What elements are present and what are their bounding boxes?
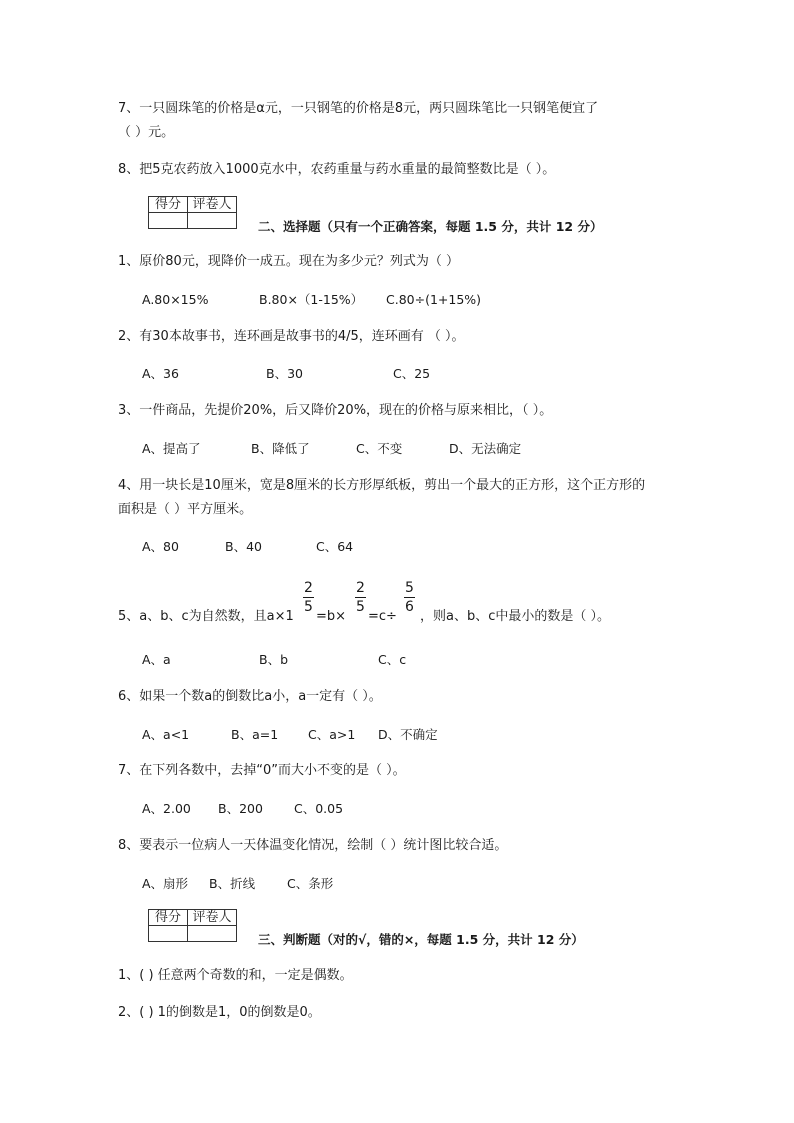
q6-option-b[interactable]: B、a=1 xyxy=(231,727,279,742)
q7-option-b[interactable]: B、200 xyxy=(218,801,263,816)
section-3-heading: 三、判断题（对的√，错的×，每题 1.5 分，共计 12 分） xyxy=(258,932,584,947)
fraction-bar xyxy=(303,597,314,598)
q1-option-c[interactable]: C.80÷(1+15%) xyxy=(386,292,482,307)
q6-option-c[interactable]: C、a>1 xyxy=(308,727,356,742)
judgement-question-2: 2、( ) 1的倒数是1，0的倒数是0。 xyxy=(118,1005,321,1020)
choice-question-5-part-b: =b× xyxy=(316,609,347,624)
score-table-section-3 xyxy=(148,909,237,942)
choice-question-1: 1、原价80元，现降价一成五。现在为多少元？列式为（ ） xyxy=(118,254,459,269)
q7-option-c[interactable]: C、0.05 xyxy=(294,801,344,816)
judgement-question-1: 1、( ) 任意两个奇数的和，一定是偶数。 xyxy=(118,968,353,983)
q1-option-a[interactable]: A.80×15% xyxy=(142,292,209,307)
section-2-heading: 二、选择题（只有一个正确答案，每题 1.5 分，共计 12 分） xyxy=(258,219,603,234)
choice-question-4-line1: 4、用一块长是10厘米，宽是8厘米的长方形厚纸板，剪出一个最大的正方形，这个正方形的 xyxy=(118,478,646,493)
choice-question-3: 3、一件商品，先提价20%，后又降价20%，现在的价格与原来相比，（ ）。 xyxy=(118,403,553,418)
fraction-bar xyxy=(355,597,366,598)
score-cell[interactable] xyxy=(149,213,188,229)
q8-option-a[interactable]: A、扇形 xyxy=(142,876,189,891)
choice-question-5-part-c: =c÷ xyxy=(368,609,397,624)
q6-option-a[interactable]: A、a<1 xyxy=(142,727,190,742)
q4-option-b[interactable]: B、40 xyxy=(225,539,262,554)
fraction-five-sixths xyxy=(404,581,415,614)
score-table-section-2 xyxy=(148,196,237,229)
choice-question-5-part-d: ，则a、b、c中最小的数是（ ）。 xyxy=(420,609,610,624)
q5-option-a[interactable]: A、a xyxy=(142,652,171,667)
q3-option-a[interactable]: A、提高了 xyxy=(142,441,201,456)
q3-option-c[interactable]: C、不变 xyxy=(356,441,403,456)
grader-header: 评卷人 xyxy=(188,910,237,926)
q2-option-b[interactable]: B、30 xyxy=(266,366,303,381)
choice-question-4-line2: 面积是（ ）平方厘米。 xyxy=(118,502,253,517)
choice-question-6: 6、如果一个数a的倒数比a小，a一定有（ ）。 xyxy=(118,689,382,704)
q2-option-a[interactable]: A、36 xyxy=(142,366,179,381)
choice-question-7: 7、在下列各数中，去掉“0”而大小不变的是（ ）。 xyxy=(118,763,406,778)
fraction-numerator: 2 xyxy=(356,580,365,596)
question-7-fill-line1: 7、一只圆珠笔的价格是α元，一只钢笔的价格是8元，两只圆珠笔比一只钢笔便宜了 xyxy=(118,101,599,116)
fraction-denominator: 6 xyxy=(405,599,414,615)
question-7-fill-line2: （ ）元。 xyxy=(118,125,175,140)
q7-option-a[interactable]: A、2.00 xyxy=(142,801,191,816)
q3-option-b[interactable]: B、降低了 xyxy=(251,441,310,456)
fraction-bar xyxy=(404,597,415,598)
q8-option-c[interactable]: C、条形 xyxy=(287,876,334,891)
q3-option-d[interactable]: D、无法确定 xyxy=(449,441,522,456)
q4-option-a[interactable]: A、80 xyxy=(142,539,179,554)
fraction-denominator: 5 xyxy=(356,599,365,615)
question-8-fill: 8、把5克农药放入1000克水中，农药重量与药水重量的最简整数比是（ ）。 xyxy=(118,162,556,177)
choice-question-5-part-a: 5、a、b、c为自然数，且a×1 xyxy=(118,609,294,624)
fraction-two-fifths-2 xyxy=(355,581,366,614)
fraction-denominator: 5 xyxy=(304,599,313,615)
q5-option-c[interactable]: C、c xyxy=(378,652,407,667)
q5-option-b[interactable]: B、b xyxy=(259,652,289,667)
score-cell[interactable] xyxy=(149,926,188,942)
fraction-numerator: 5 xyxy=(405,580,414,596)
q2-option-c[interactable]: C、25 xyxy=(393,366,431,381)
q6-option-d[interactable]: D、不确定 xyxy=(378,727,438,742)
score-header: 得分 xyxy=(149,910,188,926)
grader-cell[interactable] xyxy=(188,213,237,229)
grader-header: 评卷人 xyxy=(188,197,237,213)
q4-option-c[interactable]: C、64 xyxy=(316,539,354,554)
score-header: 得分 xyxy=(149,197,188,213)
fraction-numerator: 2 xyxy=(304,580,313,596)
q8-option-b[interactable]: B、折线 xyxy=(209,876,256,891)
fraction-two-fifths-1 xyxy=(303,581,314,614)
q1-option-b[interactable]: B.80×（1-15%） xyxy=(259,292,364,307)
grader-cell[interactable] xyxy=(188,926,237,942)
choice-question-8: 8、要表示一位病人一天体温变化情况，绘制（ ）统计图比较合适。 xyxy=(118,838,508,853)
choice-question-2: 2、有30本故事书，连环画是故事书的4/5，连环画有 （ ）。 xyxy=(118,329,465,344)
